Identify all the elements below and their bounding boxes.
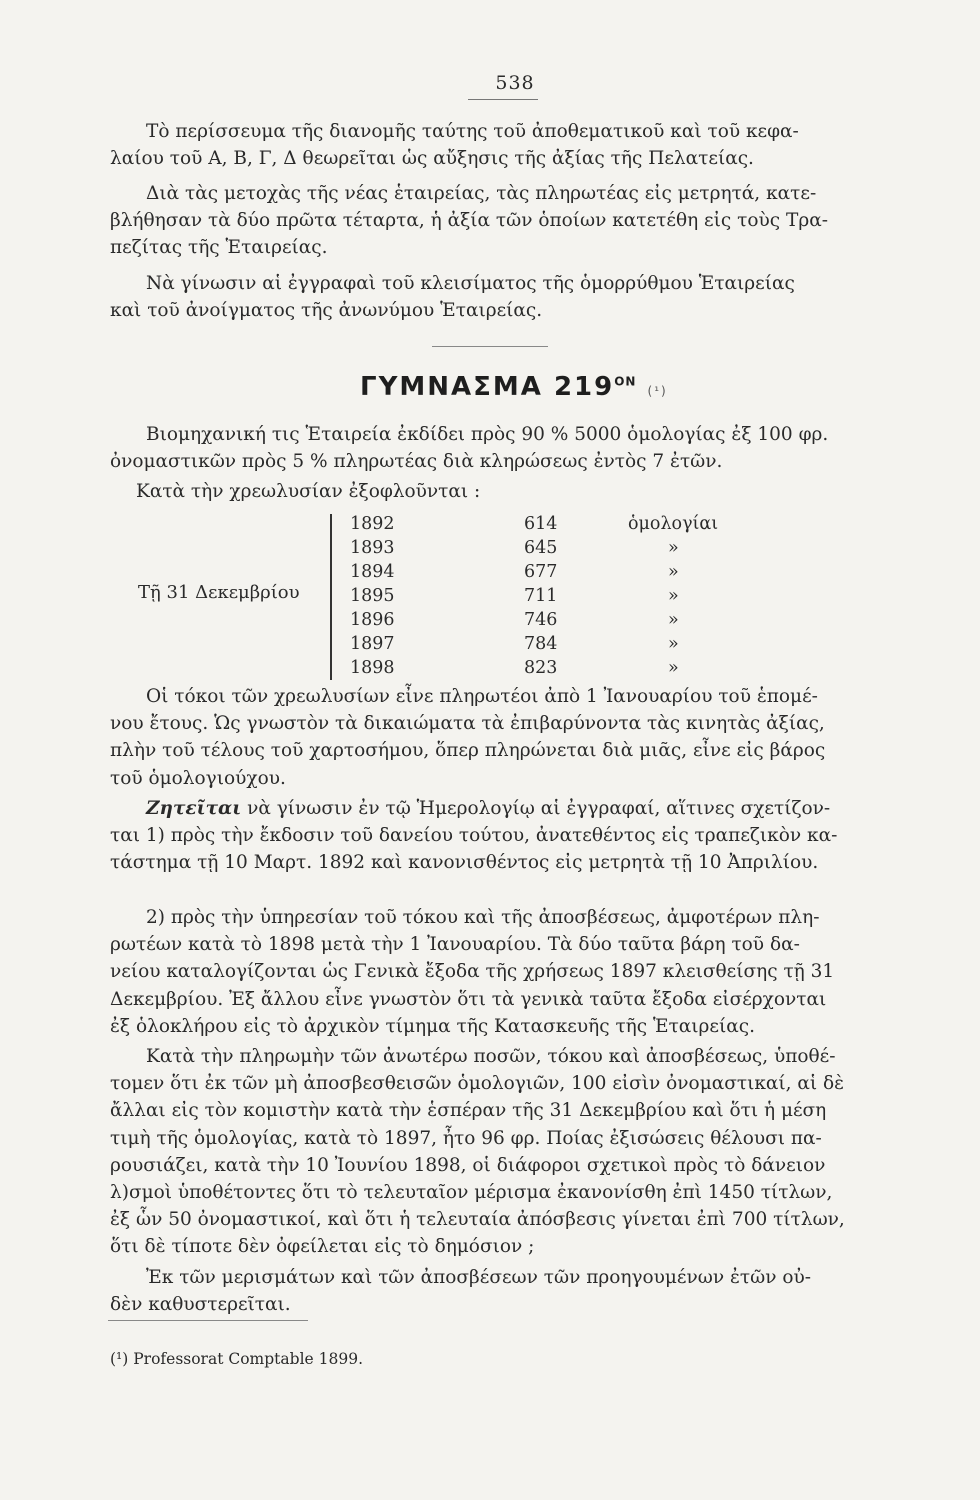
- text-line: τομεν ὅτι ἐκ τῶν μὴ ἀποσβεσθεισῶν ὁμολογιῶν, 100 εἰσὶν ὀνομαστικαί, αἱ δὲ: [110, 1073, 845, 1095]
- row-unit: ὁμολογίαι: [628, 514, 719, 534]
- table-brace: [330, 514, 338, 680]
- text-line: βλήθησαν τὰ δύο πρῶτα τέταρτα, ἡ ἀξία τῶν ὁποίων κατετέθη εἰς τοὺς Τρα-: [110, 210, 828, 232]
- table-date-label: Τῇ 31 Δεκεμβρίου: [138, 582, 300, 603]
- text-line: Νὰ γίνωσιν αἱ ἐγγραφαὶ τοῦ κλεισίματος τῆς ὁμορρύθμου Ἑταιρείας: [146, 273, 795, 294]
- text-line: Κατὰ τὴν πληρωμὴν τῶν ἀνωτέρω ποσῶν, τόκου καὶ ἀποσβέσεως, ὑποθέ-: [146, 1046, 836, 1067]
- text-line: δὲν καθυστερεῖται.: [110, 1294, 291, 1316]
- exercise-paragraph-5: [110, 904, 870, 1040]
- exercise-paragraph-7: [110, 1264, 870, 1318]
- exercise-title-sup: ΟΝ: [614, 374, 637, 389]
- text-line: τοῦ ὁμολογιούχου.: [110, 767, 286, 789]
- text-line: νου ἔτους. Ὡς γνωστὸν τὰ δικαιώματα τὰ ἐπιβαρύνοντα τὰς κινητὰς ἀξίας,: [110, 713, 825, 735]
- text-line: καὶ τοῦ ἀνοίγματος τῆς ἀνωνύμου Ἑταιρείας.: [110, 300, 543, 322]
- section-separator: [432, 346, 548, 347]
- text-line: Κατὰ τὴν χρεωλυσίαν ἐξοφλοῦνται :: [136, 481, 481, 502]
- exercise-paragraph-4: [110, 795, 870, 877]
- text-line: λ)σμοὶ ὑποθέτοντες ὅτι τὸ τελευταῖον μέρισμα ἐκανονίσθη ἐπὶ 1450 τίτλων,: [110, 1182, 833, 1204]
- text-line: πλὴν τοῦ τέλους τοῦ χαρτοσήμου, ὅπερ πληρώνεται διὰ μιᾶς, εἶνε εἰς βάρος: [110, 740, 826, 762]
- row-year: 1896: [350, 610, 395, 630]
- row-year: 1895: [350, 586, 395, 606]
- footnote-rule: [108, 1320, 308, 1321]
- row-count: 746: [524, 610, 558, 630]
- exercise-paragraph-6: [110, 1043, 870, 1261]
- exercise-title: ΓΥΜΝΑΣΜΑ 219: [360, 372, 615, 402]
- text-line: τάστημα τῇ 10 Μαρτ. 1892 καὶ κανονισθέντος εἰς μετρητὰ τῇ 10 Ἀπριλίου.: [110, 852, 819, 874]
- text-line: ὀνομαστικῶν πρὸς 5 % πληρωτέας διὰ κληρώσεως ἐντὸς 7 ἐτῶν.: [110, 451, 723, 473]
- row-count: 645: [524, 538, 558, 558]
- text-line: ρουσιάζει, κατὰ τὴν 10 Ἰουνίου 1898, οἱ διάφοροι σχετικοὶ πρὸς τὸ δάνειον: [110, 1154, 826, 1176]
- row-year: 1894: [350, 562, 395, 582]
- row-year: 1893: [350, 538, 395, 558]
- text-line: Διὰ τὰς μετοχὰς τῆς νέας ἑταιρείας, τὰς πληρωτέας εἰς μετρητά, κατε-: [146, 183, 817, 204]
- text-line: Βιομηχανική τις Ἑταιρεία ἐκδίδει πρὸς 90 % 5000 ὁμολογίας ἐξ 100 φρ.: [146, 424, 829, 445]
- row-ditto: »: [668, 538, 679, 558]
- text-line: Ἐκ τῶν μερισμάτων καὶ τῶν ἀποσβέσεων τῶν προηγουμένων ἐτῶν οὐ-: [146, 1267, 811, 1288]
- redemption-table: [0, 514, 980, 684]
- text-line: [110, 795, 870, 822]
- row-ditto: »: [668, 586, 679, 606]
- row-count: 677: [524, 562, 558, 582]
- exercise-paragraph-3: [110, 683, 870, 792]
- row-count: 823: [524, 658, 558, 678]
- bold-lead-word: Ζητεῖται: [146, 798, 242, 819]
- text-line: Οἱ τόκοι τῶν χρεωλυσίων εἶνε πληρωτέοι ἀπὸ 1 Ἰανουαρίου τοῦ ἑπομέ-: [146, 686, 818, 707]
- row-year: 1892: [350, 514, 395, 534]
- page-number: 538: [495, 72, 535, 94]
- row-count: 784: [524, 634, 558, 654]
- intro-paragraph-2: [110, 180, 870, 262]
- exercise-paragraph-2: [110, 478, 870, 505]
- intro-paragraph-3: [110, 270, 870, 324]
- row-ditto: »: [668, 562, 679, 582]
- footnote: (¹) Professorat Comptable 1899.: [110, 1350, 363, 1368]
- text-line: Τὸ περίσσευμα τῆς διανομῆς ταύτης τοῦ ἀποθεματικοῦ καὶ τοῦ κεφα-: [146, 121, 799, 142]
- text-line: ἄλλαι εἰς τὸν κομιστὴν κατὰ τὴν ἑσπέραν τῆς 31 Δεκεμβρίου καὶ ὅτι ἡ μέση: [110, 1100, 827, 1122]
- footnote-reference: (¹): [647, 384, 668, 398]
- text-line: 2) πρὸς τὴν ὑπηρεσίαν τοῦ τόκου καὶ τῆς ἀποσβέσεως, ἀμφοτέρων πλη-: [146, 907, 820, 928]
- text-line: Δεκεμβρίου. Ἐξ ἄλλου εἶνε γνωστὸν ὅτι τὰ γενικὰ ταῦτα ἔξοδα εἰσέρχονται: [110, 988, 827, 1010]
- row-ditto: »: [668, 634, 679, 654]
- text-line: ἐξ ὧν 50 ὀνομαστικοί, καὶ ὅτι ἡ τελευταία ἀπόσβεσις γίνεται ἐπὶ 700 τίτλων,: [110, 1209, 845, 1231]
- text-line: ται 1) πρὸς τὴν ἔκδοσιν τοῦ δανείου τούτου, ἀνατεθέντος εἰς τραπεζικὸν κα-: [110, 825, 838, 847]
- text-line: πεζίτας τῆς Ἑταιρείας.: [110, 237, 328, 259]
- row-ditto: »: [668, 610, 679, 630]
- text-run: νὰ γίνωσιν ἐν τῷ Ἡμερολογίῳ αἱ ἐγγραφαί, αἵτινες σχετίζον-: [241, 798, 831, 819]
- text-line: λαίου τοῦ Α, Β, Γ, Δ θεωρεῖται ὡς αὔξησις τῆς ἀξίας τῆς Πελατείας.: [110, 148, 754, 170]
- row-ditto: »: [668, 658, 679, 678]
- page-number-rule: [468, 99, 538, 100]
- text-line: τιμὴ τῆς ὁμολογίας, κατὰ τὸ 1897, ἦτο 96 φρ. Ποίας ἐξισώσεις θέλουσι πα-: [110, 1127, 822, 1149]
- text-line: νείου καταλογίζονται ὡς Γενικὰ ἔξοδα τῆς χρήσεως 1897 κλεισθείσης τῇ 31: [110, 961, 835, 983]
- exercise-heading: [360, 372, 668, 402]
- text-line: ὅτι δὲ τίποτε δὲν ὀφείλεται εἰς τὸ δημόσιον ;: [110, 1236, 535, 1258]
- row-count: 711: [524, 586, 558, 606]
- text-line: ρωτέων κατὰ τὸ 1898 μετὰ τὴν 1 Ἰανουαρίου. Τὰ δύο ταῦτα βάρη τοῦ δα-: [110, 934, 800, 956]
- text-line: ἐξ ὁλοκλήρου εἰς τὸ ἀρχικὸν τίμημα τῆς Κατασκευῆς τῆς Ἑταιρείας.: [110, 1015, 755, 1037]
- row-count: 614: [524, 514, 558, 534]
- row-year: 1898: [350, 658, 395, 678]
- row-year: 1897: [350, 634, 395, 654]
- intro-paragraph-1: [110, 118, 870, 172]
- exercise-paragraph-1: [110, 421, 870, 475]
